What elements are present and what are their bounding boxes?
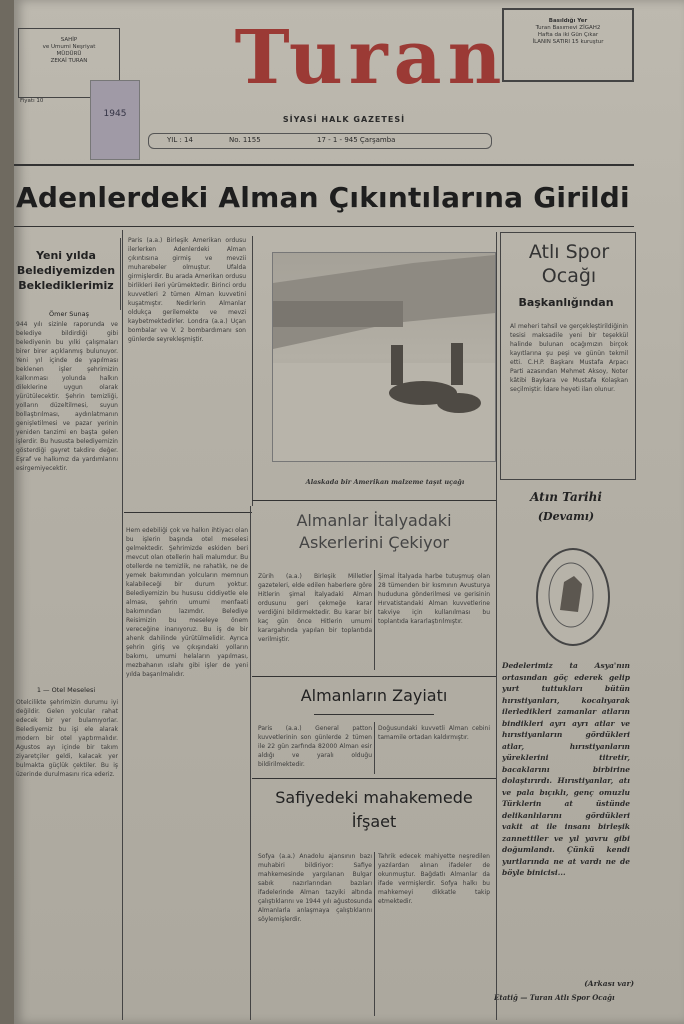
column-divider-4 — [250, 506, 251, 1020]
center-bottom-body-left: Sofya (a.a.) Anadolu ajansının bazı muhabiri bildiriyor: Safiye mahkemesinde yargılanan Bulgar sabık nazırlarından bazıları ifadelerinde Alman tazyiki altında çalıştıklarını ve 1944 yılı ağustosunda Almanlarla anlaşmaya çalıştıklarını söylemişlerdir. — [258, 853, 372, 923]
issue-date-line — [148, 133, 492, 149]
printing-line-4: İLANIN SATIRI 15 kuruştur — [532, 39, 604, 45]
main-headline: Adenlerdeki Alman Çıkıntılarına Girildi — [16, 181, 630, 214]
publisher-line-1: SAHİP — [60, 37, 78, 43]
center-bottom-title: Safiyedeki mahakemede İfşaet — [275, 788, 473, 831]
left-lower-rule — [124, 512, 252, 513]
binding-edge — [0, 0, 14, 1024]
center-mid-rule — [252, 500, 496, 501]
column-divider-5 — [374, 570, 375, 670]
issue-year: YIL : 14 — [167, 136, 193, 144]
sport-club-body: Al meheri tahsil ve gerçekleştirildiğinin tesisi maksadile yeni bir teşekkül halinde bulunan ocağımızın birçok kayıtlarına şu peşi ve günün tekmil etti. C.H.P. Başkanı Mustafa Arpacı Parti azasından Mehmet Aksoy, Noter kâtibi Baykara ve Mustafa Kolaşkan seçilmiştir. İdare heyeti ilan olunur. — [510, 323, 628, 393]
horse-history-body: Dedelerimiz ta Asya'nın ortasından göç ederek gelip yurt tuttukları bütün hırıstiyanları, kocalıyarak ilerledikleri zamanlar atların bindikleri ayrı ayrı atlar ve hırıstiyanların gördükleri atlar, hırıstiyanların yüreklerini titretir, bacaklarını birbirine dolaştırırdı. Hırıstiyanlar, atı ve pala bıçıklı, genç omuzlu Türklerin at üstünde delikanlılarını gördükleri vakit at ile insanı birleşik zannettiler ve yıl yavru gibi doğumlandı. Çünkü kendi yurtlarında ne at vardı ne de böyle binicisi... — [502, 661, 630, 877]
horse-history-continued: (Arkası var) — [584, 979, 634, 988]
left-column-title: Yeni yılda Belediyemizden Beklediklerimiz — [16, 249, 116, 292]
left-column-section-heading: 1 — Otel Meselesi — [36, 686, 96, 694]
publisher-line-3: MÜDÜRÜ — [56, 51, 82, 57]
sport-club-subtitle: Başkanlığından — [518, 296, 614, 309]
airplane-photo-illustration — [273, 253, 495, 461]
column-divider-7 — [374, 852, 375, 1016]
newspaper-subtitle: SİYASİ HALK GAZETESİ — [282, 115, 406, 124]
column-divider-3 — [496, 232, 497, 1020]
printing-info-box — [502, 8, 634, 82]
masthead-rule — [14, 164, 634, 166]
stamp-year: 1945 — [103, 109, 127, 119]
center-lower-body-left: Paris (a.a.) General patton kuvvetlerinin son günlerde 2 tümen ile 22 gün zarfında 82000 Alman esir aldığı ve yaralı olduğu bildirilmektedir. — [258, 725, 372, 768]
column-divider-1 — [122, 230, 123, 1020]
center-lower-underline — [314, 714, 434, 715]
horse-figure-icon — [538, 550, 604, 640]
center-lower-title: Almanların Zayiatı — [300, 686, 448, 705]
left-column-body: 944 yılı sizinle raporunda ve belediye bildirdiği gibi belediyenin bu yılki çalışmaları birer birer açıklanmış bulunuyor. Yeni yıl içinde de yapılması beklenen işler şehrimizin kalkınması yolunda halkın dileklerine uygun olarak yürütülecektir. Şehrin temizliği, yolların düzeltilmesi, suyun bollaştırılması, aydınlatmanın genişletilmesi ve pazar yerinin yeniden tanzimi en başta gelen işlerdir. Bu hususta belediyemizin gösterdiği gayret takdire değer. Eşraf ve halkımız da yardımlarını esirgemiyecektir. — [16, 321, 118, 472]
center-mid-body-right: Şimal İtalyada harbe tutuşmuş olan 28 tümenden bir kısmının Avusturya hududuna gönderilmesi ve gerisinin Hırvatistandaki Alman kuvvetlerine takviye için kullanılması bu toplantıda kararlaştırılmıştır. — [378, 573, 490, 625]
publisher-line-4: ZEKAİ TURAN — [50, 58, 88, 64]
column-divider-6 — [374, 722, 375, 774]
center-mid-body-left: Zürih (a.a.) Birleşik Milletler gazeteleri, elde edilen haberlere göre Hitlerin şimal İtalyadaki Alman ordusunu geri çekmeğe karar verdiğini bildirmektedir. Bu karar bir kaç gün önce Hitlerin umumi karargahında yapılan bir toplantıda verilmiştir. — [258, 573, 372, 643]
printing-line-1: Basıldığı Yer — [548, 18, 588, 24]
left-column-body-2: Otelcilikte şehrimizin durumu iyi değildir. Gelen yolcular rahat edecek bir yer bulamıyorlar. Belediyemiz bu işi ele alarak modern bir otel yaptırmalıdır. Agustos ayı içinde bir takım ziyaretçiler geldi, kalacak yer bulmakta güçlük çektiler. Bu iş üzerinde durulmasını rica ederiz. — [16, 699, 118, 778]
center-top-body: Paris (a.a.) Birleşik Amerikan ordusu ilerlerken Adenlerdeki Alman çıkıntısına girmiş ve mevzii muharebeler olmuştur. Ufalda girmişlerdir. Bu arada Amerikan ordusu birlikleri ileri yürümektedir. Birinci ordu kuvvetleri 2 tümen Alman kuvvetini kuşatmıştır. Nedirlerin Almanlar oldukça gerilemekte ve mevzi kaybetmektedirler. Londra (a.a.) Uçan bombalar ve V. 2 bombardımanı son günlerde seyrekleşmiştir. — [128, 237, 246, 343]
horse-history-subtitle: (Devamı) — [537, 510, 595, 523]
column-divider-2 — [252, 236, 253, 506]
printing-line-3: Hafta da iki Gün Çıkar — [537, 32, 599, 38]
left-lower-column-body: Hem edebiliği çok ve halkın ihtiyacı olan bu işlerin başında otel meselesi gelmektedir. Şehrimizde eskiden beri mevcut olan otellerin hali malumdur. Bu otellerde ne temizlik, ne rahatlık, ne de yemek bakımından yolcuların memnun kalabileceği bir durum yoktur. Belediyemizin bu hususu ciddiyetle ele alması, şehrin umumi menfaati bakımından lazımdır. Belediye Reisimizin bu meseleye önem vereceğine inanıyoruz. Bu iş de bir ahenk dahilinde yürütülmelidir. Ayrıca şehrin giriş ve çıkışındaki yolların bakımı, umumi helaların yapılması, mezbahanın ıslahı gibi işler de yeni yılda başarılmalıdır. — [126, 527, 248, 678]
headline-rule — [14, 226, 634, 227]
printing-line-2: Turan Basımevi ZİGAH2 — [535, 25, 601, 31]
newspaper-title: Turan — [234, 15, 508, 101]
photo-airplane — [272, 252, 496, 462]
newspaper-page — [14, 0, 684, 1024]
postage-stamp — [90, 80, 140, 160]
left-column-author: Ömer Sunaş — [49, 310, 89, 318]
center-lower-rule — [252, 676, 496, 677]
airplane-fuselage — [273, 301, 403, 327]
price-label: Fiyatı 10 — [20, 98, 44, 104]
left-column-title-box — [14, 238, 121, 310]
sport-club-title: Atlı Spor Ocağı — [528, 241, 610, 287]
center-bottom-body-right: Tahrik edecek mahiyette neşredilen yazılardan alınan ifadeler de okunmuştur. Bağdatlı Almanlar da ifade vermişlerdir. Sofya halkı bu mahkemeyi dikkatle takip etmektedir. — [378, 853, 490, 905]
center-bottom-rule — [252, 778, 496, 779]
center-mid-title: Almanlar İtalyadaki Askerlerini Çekiyor — [296, 511, 452, 552]
issue-date: 17 - 1 - 945 Çarşamba — [317, 136, 396, 144]
horse-emblem-icon — [536, 548, 610, 646]
photo-caption: Alaskada bir Amerikan malzeme taşıt uçağı — [305, 478, 465, 486]
publisher-line-2: ve Umumi Neşriyat — [42, 44, 96, 50]
horse-history-signature: Etatiğ — Turan Atlı Spor Ocağı — [494, 993, 615, 1002]
center-lower-body-right: Doğusundaki kuvvetli Alman cebini tamamile ortadan kaldırmıştır. — [378, 725, 490, 741]
issue-number: No. 1155 — [229, 136, 261, 144]
horse-history-title: Atın Tarihi — [530, 490, 602, 504]
